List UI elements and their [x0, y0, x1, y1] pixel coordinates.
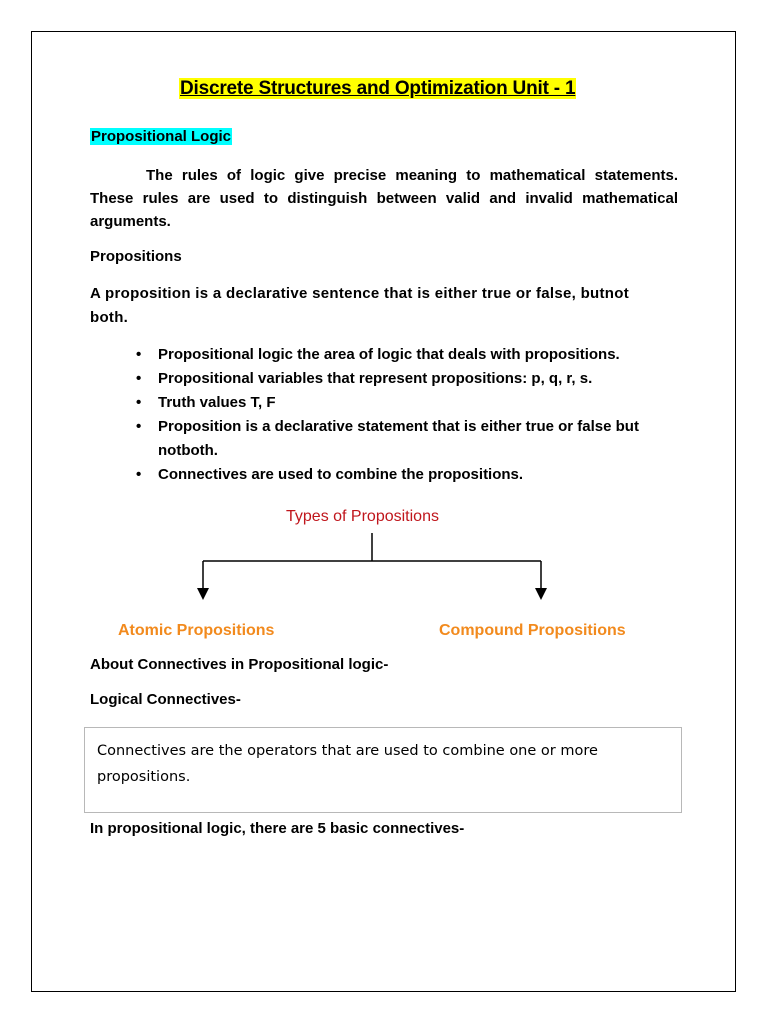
propositions-heading: Propositions [90, 248, 182, 265]
diagram-root-label: Types of Propositions [286, 508, 439, 525]
document-title: Discrete Structures and Optimization Unit - 1 [180, 78, 576, 99]
connectives-definition-box [84, 727, 682, 813]
list-item: • Truth values T, F [134, 391, 674, 415]
basic-connectives-text: In propositional logic, there are 5 basic connectives- [90, 820, 465, 837]
diagram-compound-label: Compound Propositions [439, 622, 626, 639]
list-item: • Propositional logic the area of logic that deals with propositions. [134, 343, 674, 367]
connectives-definition-text: Connectives are the operators that are used to combine one or more propositions. [97, 743, 598, 785]
intro-paragraph: The rules of logic give precise meaning to mathematical statements. These rules are used to distinguish between valid and invalid mathematical arguments. [90, 167, 678, 230]
list-item: • Propositional variables that represent propositions: p, q, r, s. [134, 367, 674, 391]
section-heading: Propositional Logic [91, 128, 232, 145]
logical-connectives-heading: Logical Connectives- [90, 691, 241, 708]
about-connectives-heading: About Connectives in Propositional logic- [90, 656, 389, 673]
proposition-definition: A proposition is a declarative sentence that is either true or false, butnot both. [90, 285, 630, 326]
list-item: • Connectives are used to combine the propositions. [134, 463, 674, 487]
list-item: • Proposition is a declarative statement that is either true or false but notboth. [134, 415, 674, 463]
bullet-list [134, 343, 674, 487]
diagram-atomic-label: Atomic Propositions [118, 622, 275, 639]
